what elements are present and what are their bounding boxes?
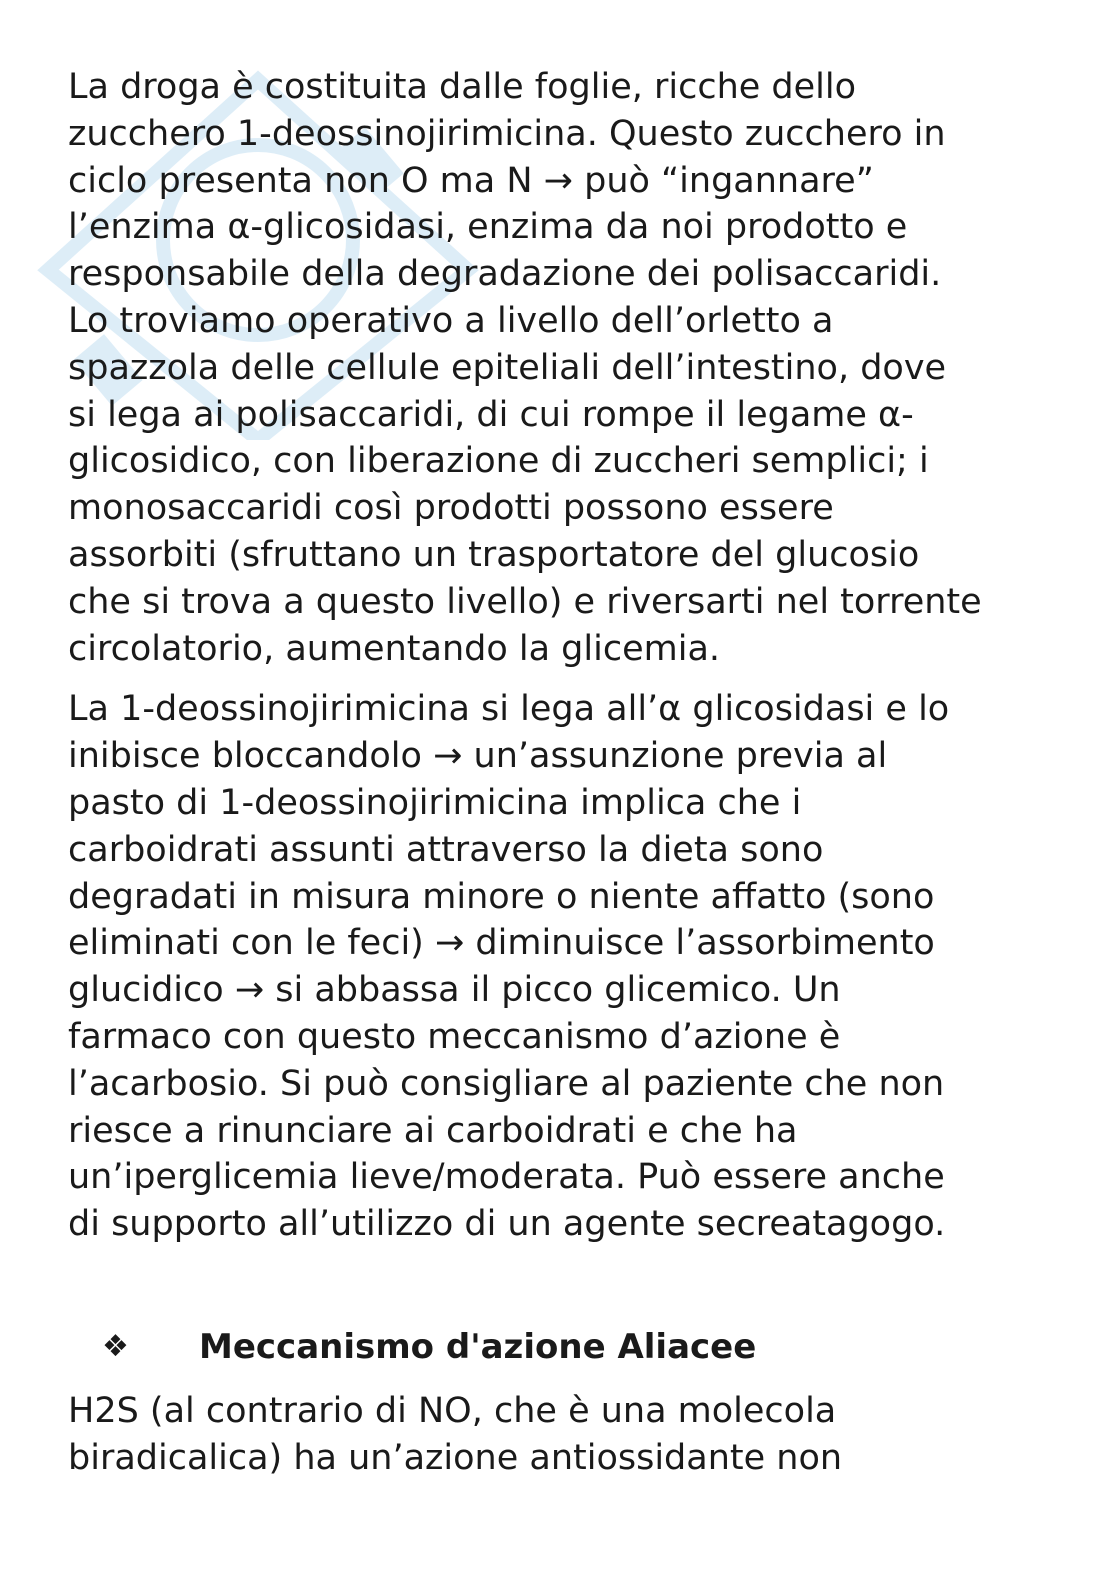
text-line: H2S (al contrario di NO, che è una molecola <box>68 1390 837 1431</box>
text-line: Lo troviamo operativo a livello dell’orletto a <box>68 300 834 341</box>
text-line: La 1-deossinojirimicina si lega all’α glicosidasi e lo <box>68 689 950 730</box>
text-line: che si trova a questo livello) e riversarti nel torrente <box>68 581 982 622</box>
text-line: riesce a rinunciare ai carboidrati e che ha <box>68 1110 798 1151</box>
text-line: monosaccaridi così prodotti possono essere <box>68 488 834 529</box>
text-line: responsabile della degradazione dei polisaccaridi. <box>68 254 942 295</box>
text-line: di supporto all’utilizzo di un agente secreatagogo. <box>68 1204 946 1245</box>
paragraph-1 <box>68 64 1068 672</box>
text-line: La droga è costituita dalle foglie, ricche dello <box>68 67 857 107</box>
paragraph-3 <box>68 1388 1068 1482</box>
text-line: inibisce bloccandolo → un’assunzione previa al <box>68 736 888 777</box>
text-line: l’enzima α-glicosidasi, enzima da noi prodotto e <box>68 207 908 248</box>
text-line: glicosidico, con liberazione di zuccheri semplici; i <box>68 441 929 482</box>
paragraph-2 <box>68 686 1068 1248</box>
text-line: carboidrati assunti attraverso la dieta sono <box>68 829 824 870</box>
text-line: ciclo presenta non O ma N → può “ingannare” <box>68 160 874 201</box>
diamond-bullet-icon: ❖ <box>102 1328 129 1364</box>
text-line: spazzola delle cellule epiteliali dell’intestino, dove <box>68 347 947 388</box>
text-line: degradati in misura minore o niente affatto (sono <box>68 876 935 917</box>
text-line: si lega ai polisaccaridi, di cui rompe il legame α- <box>68 394 914 435</box>
text-line: un’iperglicemia lieve/moderata. Può essere anche <box>68 1157 945 1198</box>
text-line: l’acarbosio. Si può consigliare al paziente che non <box>68 1063 945 1104</box>
section-title: Meccanismo d'azione Aliacee <box>199 1326 757 1367</box>
text-line: assorbiti (sfruttano un trasportatore del glucosio <box>68 534 920 575</box>
text-line: eliminati con le feci) → diminuisce l’assorbimento <box>68 923 935 964</box>
text-line: biradicalica) ha un’azione antiossidante non <box>68 1437 843 1478</box>
document-content <box>68 64 1068 1482</box>
text-line: glucidico → si abbassa il picco glicemico. Un <box>68 970 841 1011</box>
section-heading <box>68 1322 1068 1372</box>
text-line: circolatorio, aumentando la glicemia. <box>68 628 721 669</box>
text-line: pasto di 1-deossinojirimicina implica che i <box>68 782 802 823</box>
text-line: farmaco con questo meccanismo d’azione è <box>68 1016 841 1057</box>
text-line: zucchero 1-deossinojirimicina. Questo zucchero in <box>68 113 946 154</box>
